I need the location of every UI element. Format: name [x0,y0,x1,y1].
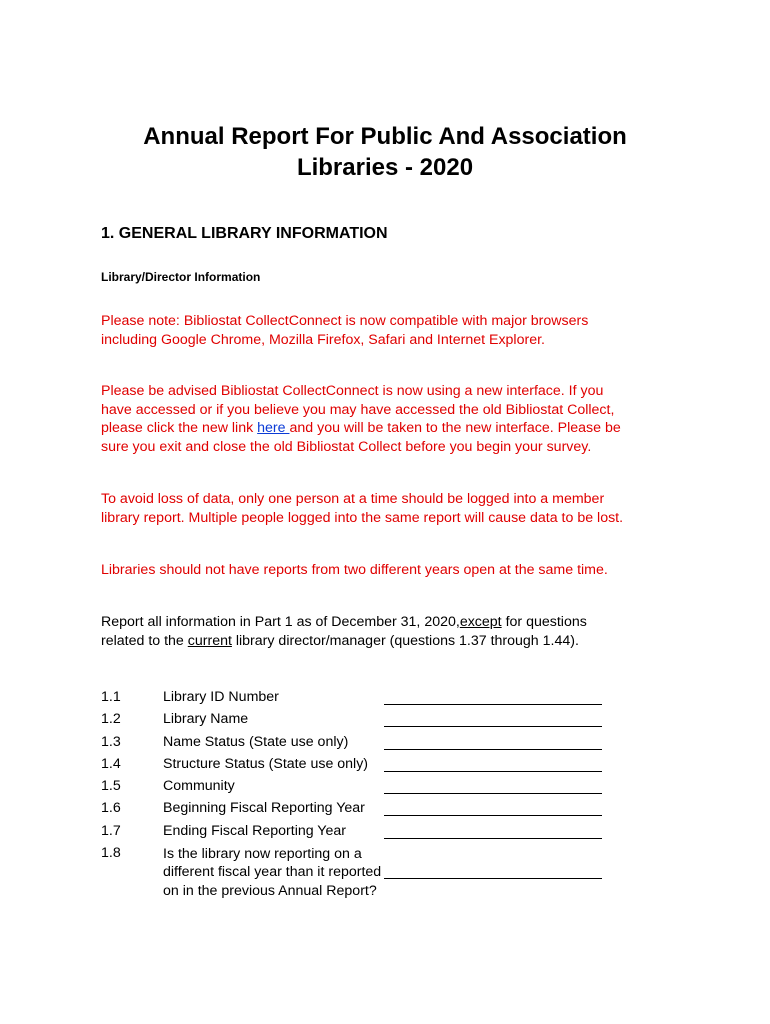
interface-notice-text-a: Please be advised Bibliostat CollectConnect is now using a new interface. If you have accessed or if you believe you may have accessed the old Bibliostat Collect, please click the new link [101,383,615,436]
fiscal-year-change-input-line[interactable] [384,878,602,879]
library-name-input-line[interactable] [384,726,602,727]
field-label: Name Status (State use only) [163,733,349,750]
report-years-notice: Libraries should not have reports from two different years open at the same time. [101,562,608,578]
field-label: Community [163,778,235,795]
field-number: 1.2 [101,711,121,728]
instruction-text-b: for questions related to the [101,614,587,649]
field-number: 1.4 [101,755,121,772]
field-row-library-name [101,709,611,731]
subheading: Library/Director Information [101,270,261,284]
field-row-beginning-fiscal-year [101,798,611,820]
instruction-except: except [459,614,502,630]
field-number: 1.7 [101,822,121,839]
field-row-ending-fiscal-year [101,821,611,843]
field-number: 1.1 [101,689,121,705]
field-number: 1.5 [101,778,121,795]
structure-status-input-line[interactable] [384,771,602,772]
field-row-community [101,776,611,798]
compatibility-notice: Please note: Bibliostat CollectConnect is now compatible with major browsers including Google Chrome, Mozilla Firefox, Safari and Internet Explorer. [101,313,589,348]
field-row-name-status [101,732,611,754]
title-line-2: Libraries - 2020 [296,154,474,181]
field-number: 1.6 [101,800,121,817]
field-number: 1.3 [101,733,121,750]
name-status-input-line[interactable] [384,749,602,750]
field-row-library-id [101,687,611,709]
field-label: Is the library now reporting on a different fiscal year than it reported on in the previous Annual Report? [163,846,382,899]
library-id-input-line[interactable] [384,704,602,705]
page-title [0,121,770,183]
ending-fiscal-year-input-line[interactable] [384,838,602,839]
beginning-fiscal-year-input-line[interactable] [384,815,602,816]
library-info-fields [101,687,611,923]
field-label: Ending Fiscal Reporting Year [163,822,346,839]
here-link[interactable]: here [257,420,290,436]
interface-notice [101,382,631,456]
instruction-text-c: library director/manager (questions 1.37 through 1.44). [231,632,579,649]
title-line-1: Annual Report For Public And Association [143,123,627,150]
field-label: Library ID Number [163,689,279,705]
field-number: 1.8 [101,845,121,862]
instruction-current: current [187,632,232,649]
field-label: Library Name [163,711,249,728]
section-heading: 1. GENERAL LIBRARY INFORMATION [101,225,388,242]
instruction-text-a: Report all information in Part 1 as of December 31, 2020, [101,614,460,630]
field-row-fiscal-year-change [101,843,611,923]
field-label: Structure Status (State use only) [163,755,369,772]
community-input-line[interactable] [384,793,602,794]
data-loss-notice: To avoid loss of data, only one person at a time should be logged into a member library report. Multiple people logged into the same report will cause data to be lost. [101,491,624,526]
field-row-structure-status [101,754,611,776]
interface-notice-text-b: and you will be taken to the new interface. Please be sure you exit and close the old Bibliostat Collect before you begin your survey. [101,420,621,455]
field-label: Beginning Fiscal Reporting Year [163,800,365,817]
reporting-instruction [101,613,631,650]
